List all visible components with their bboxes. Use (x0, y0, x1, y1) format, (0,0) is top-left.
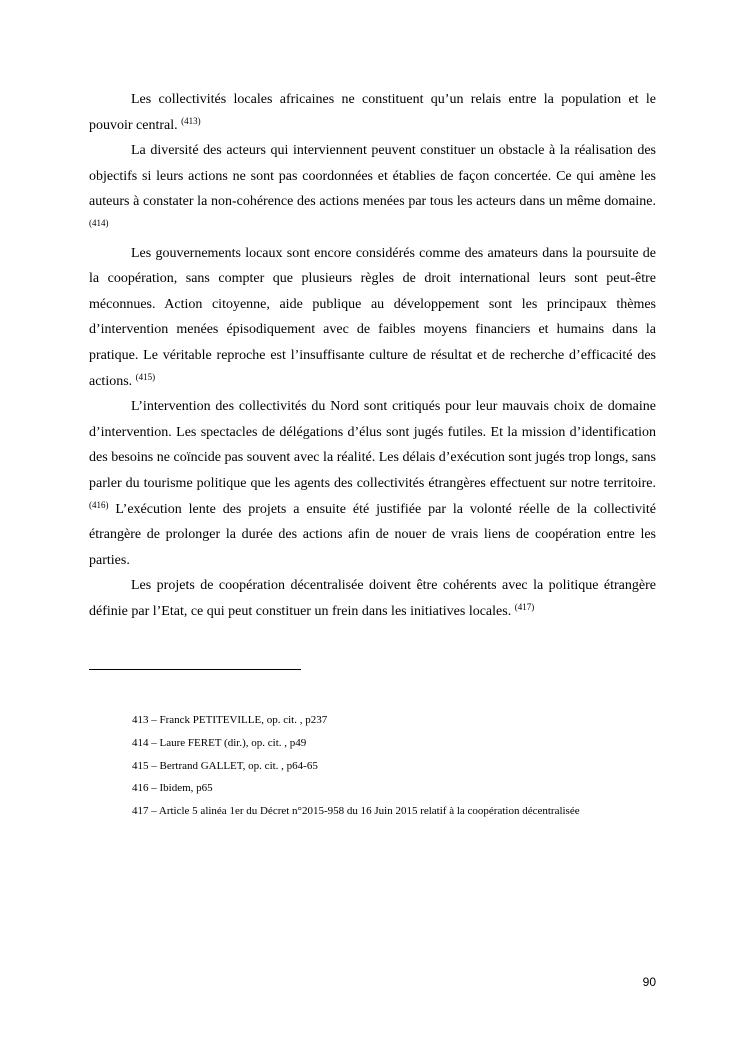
paragraph (89, 87, 656, 138)
body-text (89, 87, 656, 624)
footnote-item: 416 – Ibidem, p65 (132, 782, 213, 795)
paragraph-text: Les gouvernements locaux sont encore considérés comme des amateurs dans la poursuite de la coopération, sans compter que plusieurs règles de droit international leurs sont peut-être méconnues. Action citoyenne, aide publique au développement sont les principaux thèmes d’intervention menées épisodiquement avec de faibles moyens financiers et humains dans la pratique. Le véritable reproche est l’insuffisante culture de résultat et de recherche d’efficacité des actions. (89, 245, 656, 389)
paragraph (89, 394, 656, 573)
page-number: 90 (642, 975, 656, 989)
paragraph-text: L’intervention des collectivités du Nord sont critiqués pour leur mauvais choix de domaine d’intervention. Les spectacles de délégations d’élus sont jugés futiles. Et la mission d’identification des besoins ne coïncide pas souvent avec la réalité. Les délais d’exécution sont jugés trop longs, sans parler du tourisme politique que les agents des collectivités étrangères effectuent sur notre territoire. (89, 399, 656, 491)
paragraph-text-continued: L’exécution lente des projets a ensuite été justifiée par la volonté réelle de la collectivité étrangère de prolonger la durée des actions afin de nouer de vrais liens de coopération entre les parties. (89, 501, 656, 568)
footnote-reference: (414) (89, 217, 109, 228)
footnote-reference: (413) (181, 115, 201, 126)
footnote-item: 413 – Franck PETITEVILLE, op. cit. , p237 (132, 714, 328, 726)
paragraph (89, 573, 656, 624)
footnotes (132, 709, 672, 823)
footnote-reference: (416) (89, 499, 109, 510)
paragraph-text: Les collectivités locales africaines ne constituent qu’un relais entre la population et le pouvoir central. (89, 92, 656, 133)
footnote-reference: (417) (514, 601, 535, 612)
paragraph-text: La diversité des acteurs qui interviennent peuvent constituer un obstacle à la réalisation des objectifs si leurs actions ne sont pas coordonnées et établies de façon concertée. Ce qui amène les auteurs à constater la non-cohérence des actions menées par tous les acteurs dans un même domaine. (89, 143, 656, 210)
footnote-item: 417 – Article 5 alinéa 1er du Décret n°2015-958 du 16 Juin 2015 relatif à la coopération décentralisée (132, 805, 580, 818)
footnote-separator (89, 669, 301, 670)
paragraph (89, 138, 656, 240)
paragraph (89, 241, 656, 395)
footnote-item: 414 – Laure FERET (dir.), op. cit. , p49 (132, 736, 307, 749)
paragraph-text: Les projets de coopération décentralisée doivent être cohérents avec la politique étrangère définie par l’Etat, ce qui peut constituer un frein dans les initiatives locales. (89, 578, 656, 619)
footnote-item: 415 – Bertrand GALLET, op. cit. , p64-65 (132, 759, 318, 772)
footnote-reference: (415) (135, 371, 156, 382)
